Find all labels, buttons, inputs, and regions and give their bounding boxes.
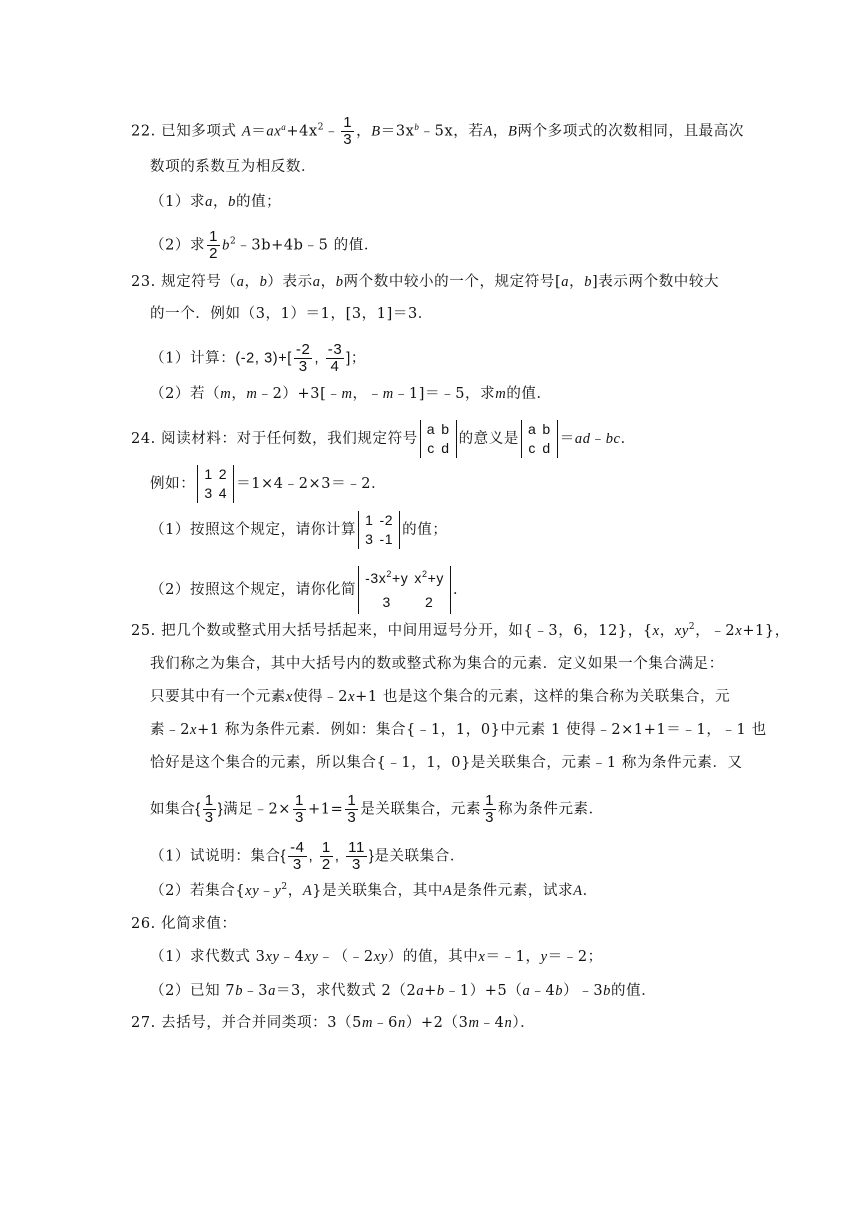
q23-line1: 23. 规定符号（a，b）表示a，b两个数中较小的一个，规定符号[a，b]表示两个数中较大 [131,274,720,290]
determinant: a b c d [521,420,558,458]
q25-line5: 恰好是这个集合的元素，所以集合{﹣1，1，0}是关联集合，元素﹣1 称为条件元素．又 [150,755,743,771]
fraction: $\frac{1}{3}$ [204,792,214,826]
q25-line4: 素﹣2x+1 称为条件元素．例如：集合{﹣1，1，0}中元素 1 使得﹣2×1+1＝﹣1，﹣1 也 [150,722,767,738]
fraction: $\frac{-2}{3}$ [295,341,311,375]
q23-part2: （2）若（m，m﹣2）+3[﹣m，﹣m﹣1]＝﹣5，求m的值． [150,386,552,402]
q26-part1: （1）求代数式 3xy﹣4xy﹣（﹣2xy）的值，其中x＝﹣1，y＝﹣2； [150,949,603,965]
fraction: $\frac{1}{3}$ [343,114,353,148]
fraction: $\frac{1}{2}$ [321,839,331,873]
fraction: $\frac{1}{3}$ [485,792,495,826]
q25-line6: 如集合{ $\frac{1}{3}$ }满足﹣2× $\frac{1}{3}$ +1= $\frac{1}{3}$ 是关联集合，元素 $\frac{1}{3}$ 称为条件元素． [150,792,604,826]
q24-number: 24. [131,431,156,447]
fraction: $\frac{11}{3}$ [348,839,365,873]
q23-number: 23. [131,274,156,290]
q22-line1: 22. 已知多项式 $A=ax^a+4x^2﹣$ $\frac{1}{3}$ ，$B=3x^b﹣5x$，若A，B两个多项式的次数相同，且最高次 [131,114,744,148]
q25-line3: 只要其中有一个元素x使得﹣2x+1 也是这个集合的元素，这样的集合称为关联集合，元 [150,689,731,705]
q26-line1: 26. 化简求值： [131,916,237,932]
determinant: a b c d [420,420,457,458]
determinant: 1 -2 3 -1 [358,511,400,549]
fraction: $\frac{-3}{4}$ [327,341,343,375]
q24-line1: 24. 阅读材料：对于任何数，我们规定符号 a b c d 的意义是 a b c d ＝ad﹣bc． [131,421,636,456]
q25-line1: 25. 把几个数或整式用大括号括起来，中间用逗号分开，如{﹣3，6，12}，{x，$xy^2$，﹣2x+1}， [131,622,790,639]
q22-part2: （2）求 $\frac{1}{2}$ $b^2﹣3b+4b﹣5$ 的值． [150,228,379,262]
q26-part2: （2）已知 7b﹣3a＝3，求代数式 2（2a+b﹣1）+5（a﹣4b）﹣3b的值． [150,983,657,999]
q24-example: 例如： 1 2 3 4 ＝1×4﹣2×3＝﹣2． [150,466,387,501]
q25-part1: （1）试说明：集合{ $\frac{-4}{3}$ , $\frac{1}{2}$ , $\frac{11}{3}$ }是关联集合． [150,839,465,873]
q22-part1: （1）求a，b的值； [150,194,282,210]
q24-part2: （2）按照这个规定，请你化简 $-3x^2+y$ $x^2+y$ 3 2 ． [150,566,468,614]
q23-part1: （1）计算：(-2, 3)+[ $\frac{-2}{3}$ , $\frac{-3}{4}$ ]； [150,341,367,375]
q25-line2: 我们称之为集合，其中大括号内的数或整式称为集合的元素．定义如果一个集合满足： [150,656,724,672]
q25-part2: （2）若集合{$xy﹣y^2$，A}是关联集合，其中A是条件元素，试求A． [150,882,598,899]
q26-number: 26. [131,916,156,932]
fraction: $\frac{1}{3}$ [295,792,304,826]
q24-part1: （1）按照这个规定，请你计算 1 -2 3 -1 的值； [150,512,448,547]
q27-number: 27. [131,1015,156,1031]
fraction: $\frac{1}{3}$ [347,792,357,826]
determinant: 1 2 3 4 [197,465,234,503]
q25-number: 25. [131,623,156,639]
q27-line1: 27. 去括号，并合并同类项：3（5m﹣6n）+2（3m﹣4n）． [131,1015,536,1031]
determinant: $-3x^2+y$ $x^2+y$ 3 2 [358,566,451,614]
q23-line2: 的一个．例如（3，1）＝1，[3，1]＝3． [150,306,433,322]
q22-number: 22. [131,123,156,140]
fraction: $\frac{-4}{3}$ [290,839,305,873]
q22-line2: 数项的系数互为相反数． [150,159,317,175]
fraction: $\frac{1}{2}$ [209,228,219,262]
